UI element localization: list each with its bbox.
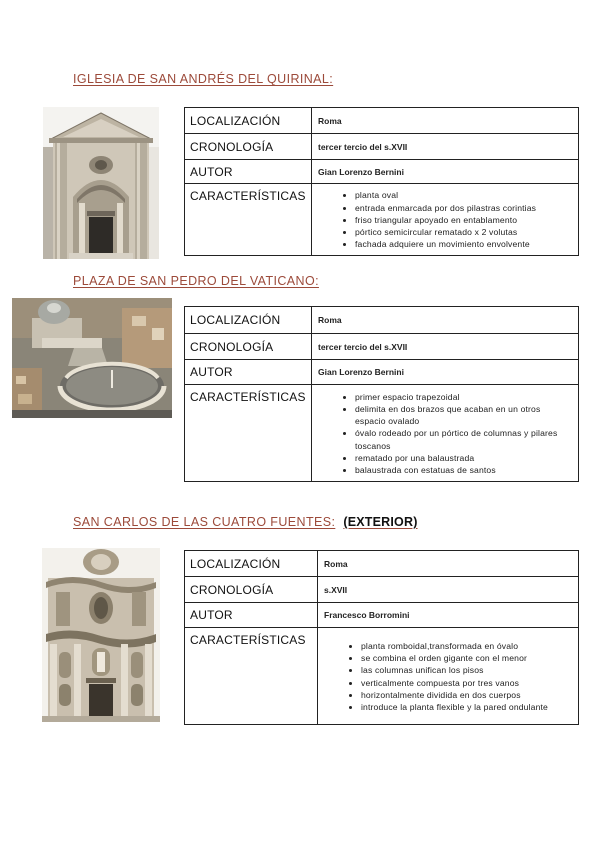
exterior-label: (EXTERIOR) (343, 515, 418, 529)
value-localizacion: Roma (312, 307, 579, 334)
table-row (185, 108, 579, 134)
value-localizacion: Roma (318, 551, 579, 577)
section-title-san-andres: IGLESIA DE SAN ANDRÉS DEL QUIRINAL: (73, 72, 334, 86)
table-row (185, 160, 579, 184)
list-item: • las columnas unifican los pisos (361, 664, 572, 676)
value-cronologia: s.XVII (318, 577, 579, 603)
table-row (185, 603, 579, 628)
baroque-facade-image (42, 548, 160, 722)
label-autor: AUTOR (185, 160, 312, 184)
table-row (185, 577, 579, 603)
aerial-square-image (12, 298, 172, 418)
features-list (317, 387, 578, 479)
value-autor: Gian Lorenzo Bernini (312, 160, 579, 184)
list-item: • friso triangular apoyado en entablamento (355, 214, 572, 226)
features-cell (318, 628, 579, 725)
label-caracteristicas: CARACTERÍSTICAS (185, 628, 318, 725)
value-cronologia: tercer tercio del s.XVII (312, 334, 579, 360)
label-cronologia: CRONOLOGÍA (185, 577, 318, 603)
list-item: • introduce la planta flexible y la pared ondulante (361, 701, 572, 713)
list-item: • balaustrada con estatuas de santos (355, 464, 572, 476)
list-item: • entrada enmarcada por dos pilastras corintias (355, 202, 572, 214)
table-row (185, 334, 579, 360)
info-table-san-pedro (184, 306, 579, 482)
label-cronologia: CRONOLOGÍA (185, 134, 312, 160)
church-facade-image (43, 107, 159, 259)
table-row (185, 307, 579, 334)
features-cell (312, 385, 579, 482)
value-autor: Gian Lorenzo Bernini (312, 360, 579, 385)
label-autor: AUTOR (185, 360, 312, 385)
features-list (317, 185, 578, 253)
section-title-san-carlos: SAN CARLOS DE LAS CUATRO FUENTES: (EXTERIOR) (73, 515, 418, 529)
info-table-san-andres (184, 107, 579, 256)
label-caracteristicas: CARACTERÍSTICAS (185, 184, 312, 256)
features-cell (312, 184, 579, 256)
table-row (185, 551, 579, 577)
value-cronologia: tercer tercio del s.XVII (312, 134, 579, 160)
list-item: • rematado por una balaustrada (355, 452, 572, 464)
section-title-san-pedro: PLAZA DE SAN PEDRO DEL VATICANO: (73, 274, 319, 288)
label-localizacion: LOCALIZACIÓN (185, 307, 312, 334)
list-item: • fachada adquiere un movimiento envolvente (355, 238, 572, 250)
label-cronologia: CRONOLOGÍA (185, 334, 312, 360)
table-row (185, 134, 579, 160)
value-localizacion: Roma (312, 108, 579, 134)
list-item: • horizontalmente dividida en dos cuerpos (361, 689, 572, 701)
features-list (323, 636, 578, 716)
list-item: • verticalmente compuesta por tres vanos (361, 677, 572, 689)
list-item: • delimita en dos brazos que acaban en un otros espacio ovalado (355, 403, 572, 427)
list-item: • planta oval (355, 189, 572, 201)
list-item: • planta romboidal,transformada en óvalo (361, 640, 572, 652)
list-item: • primer espacio trapezoidal (355, 391, 572, 403)
list-item: • se combina el orden gigante con el menor (361, 652, 572, 664)
value-autor: Francesco Borromini (318, 603, 579, 628)
info-table-san-carlos (184, 550, 579, 725)
table-row (185, 385, 579, 482)
list-item: • pórtico semicircular rematado x 2 volutas (355, 226, 572, 238)
table-row (185, 360, 579, 385)
label-localizacion: LOCALIZACIÓN (185, 108, 312, 134)
label-caracteristicas: CARACTERÍSTICAS (185, 385, 312, 482)
table-row (185, 628, 579, 725)
list-item: • óvalo rodeado por un pórtico de columnas y pilares toscanos (355, 427, 572, 451)
label-autor: AUTOR (185, 603, 318, 628)
label-localizacion: LOCALIZACIÓN (185, 551, 318, 577)
table-row (185, 184, 579, 256)
